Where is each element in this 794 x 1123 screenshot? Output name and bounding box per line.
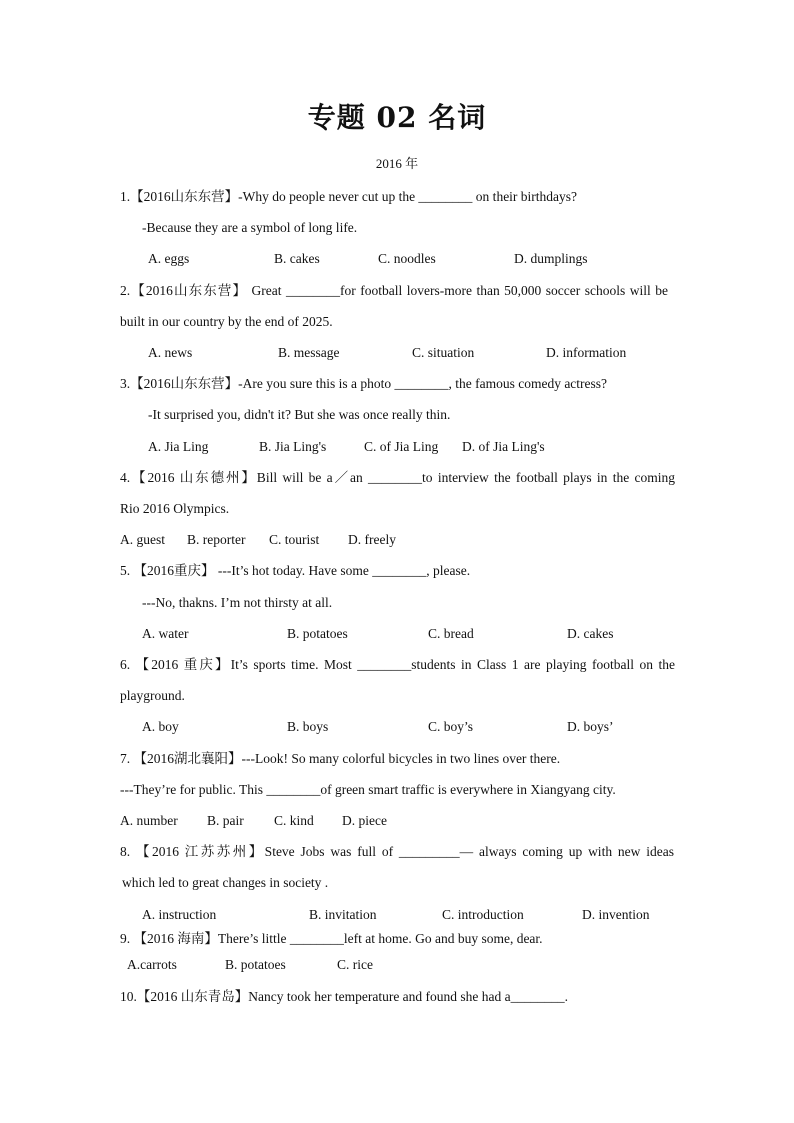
question-4-option-a: A. guest <box>120 532 165 547</box>
question-5-line2: ---No, thakns. I’m not thirsty at all. <box>142 595 333 610</box>
question-7-option-b: B. pair <box>207 813 244 828</box>
page-subtitle: 2016 年 <box>375 156 419 171</box>
question-9-option-b: B. potatoes <box>225 957 286 972</box>
question-5-option-d: D. cakes <box>567 626 614 641</box>
question-2-line2: built in our country by the end of 2025. <box>120 314 333 329</box>
question-6-line2: playground. <box>120 688 185 703</box>
question-7-stem: 7. 【2016湖北襄阳】---Look! So many colorful bicycles in two lines over there. <box>120 751 561 766</box>
question-6-option-d: D. boys’ <box>567 719 614 734</box>
question-2-stem: 2.【2016山东东营】 Great ________for football lovers-more than 50,000 soccer schools will be <box>120 283 668 298</box>
question-5-option-c: C. bread <box>428 626 474 641</box>
question-2-option-a: A. news <box>148 345 193 360</box>
question-8-stem: 8. 【2016 江苏苏州】Steve Jobs was full of _________— always coming up with new ideas <box>120 844 674 859</box>
question-5-option-a: A. water <box>142 626 189 641</box>
page-title: 专题 02 名词 <box>307 101 487 134</box>
question-3-option-c: C. of Jia Ling <box>364 439 439 454</box>
question-7-option-c: C. kind <box>274 813 314 828</box>
question-6-option-c: C. boy’s <box>428 719 474 734</box>
question-10-stem: 10.【2016 山东青岛】Nancy took her temperature and found she had a________. <box>120 989 569 1004</box>
question-3-line2: -It surprised you, didn't it? But she was once really thin. <box>148 407 451 422</box>
question-2-option-c: C. situation <box>412 345 475 360</box>
question-1-option-a: A. eggs <box>148 251 190 266</box>
question-5-stem: 5. 【2016重庆】 ---It’s hot today. Have some ________, please. <box>120 563 471 578</box>
question-8-line2: which led to great changes in society . <box>122 875 329 890</box>
question-3-stem: 3.【2016山东东营】-Are you sure this is a photo ________, the famous comedy actress? <box>120 376 608 391</box>
question-5-option-b: B. potatoes <box>287 626 348 641</box>
question-9-option-a: A.carrots <box>127 957 177 972</box>
question-6-option-b: B. boys <box>287 719 329 734</box>
question-4-option-b: B. reporter <box>187 532 246 547</box>
question-2-option-d: D. information <box>546 345 627 360</box>
question-3-option-d: D. of Jia Ling's <box>462 439 545 454</box>
question-1-option-d: D. dumplings <box>514 251 588 266</box>
question-7-option-a: A. number <box>120 813 178 828</box>
question-7-line2: ---They’re for public. This ________of green smart traffic is everywhere in Xiangyang city. <box>120 782 616 797</box>
question-4-line2: Rio 2016 Olympics. <box>120 501 230 516</box>
question-8-option-d: D. invention <box>582 907 650 922</box>
question-3-option-a: A. Jia Ling <box>148 439 209 454</box>
question-8-option-a: A. instruction <box>142 907 217 922</box>
question-4-option-c: C. tourist <box>269 532 320 547</box>
question-6-stem: 6. 【2016 重庆】It’s sports time. Most ________students in Class 1 are playing football on the <box>120 657 675 672</box>
question-9-option-c: C. rice <box>337 957 373 972</box>
question-2-option-b: B. message <box>278 345 340 360</box>
question-8-option-c: C. introduction <box>442 907 524 922</box>
question-1-option-c: C. noodles <box>378 251 436 266</box>
question-4-option-d: D. freely <box>348 532 396 547</box>
question-4-stem: 4.【2016 山东德州】Bill will be a／an ________to interview the football plays in the coming <box>120 470 675 485</box>
question-9-stem: 9. 【2016 海南】There’s little ________left at home. Go and buy some, dear. <box>120 931 543 946</box>
question-1-option-b: B. cakes <box>274 251 320 266</box>
question-3-option-b: B. Jia Ling's <box>259 439 327 454</box>
question-8-option-b: B. invitation <box>309 907 377 922</box>
question-1-stem: 1.【2016山东东营】-Why do people never cut up the ________ on their birthdays? <box>120 189 578 204</box>
question-7-option-d: D. piece <box>342 813 387 828</box>
question-6-option-a: A. boy <box>142 719 179 734</box>
question-1-line2: -Because they are a symbol of long life. <box>142 220 358 235</box>
